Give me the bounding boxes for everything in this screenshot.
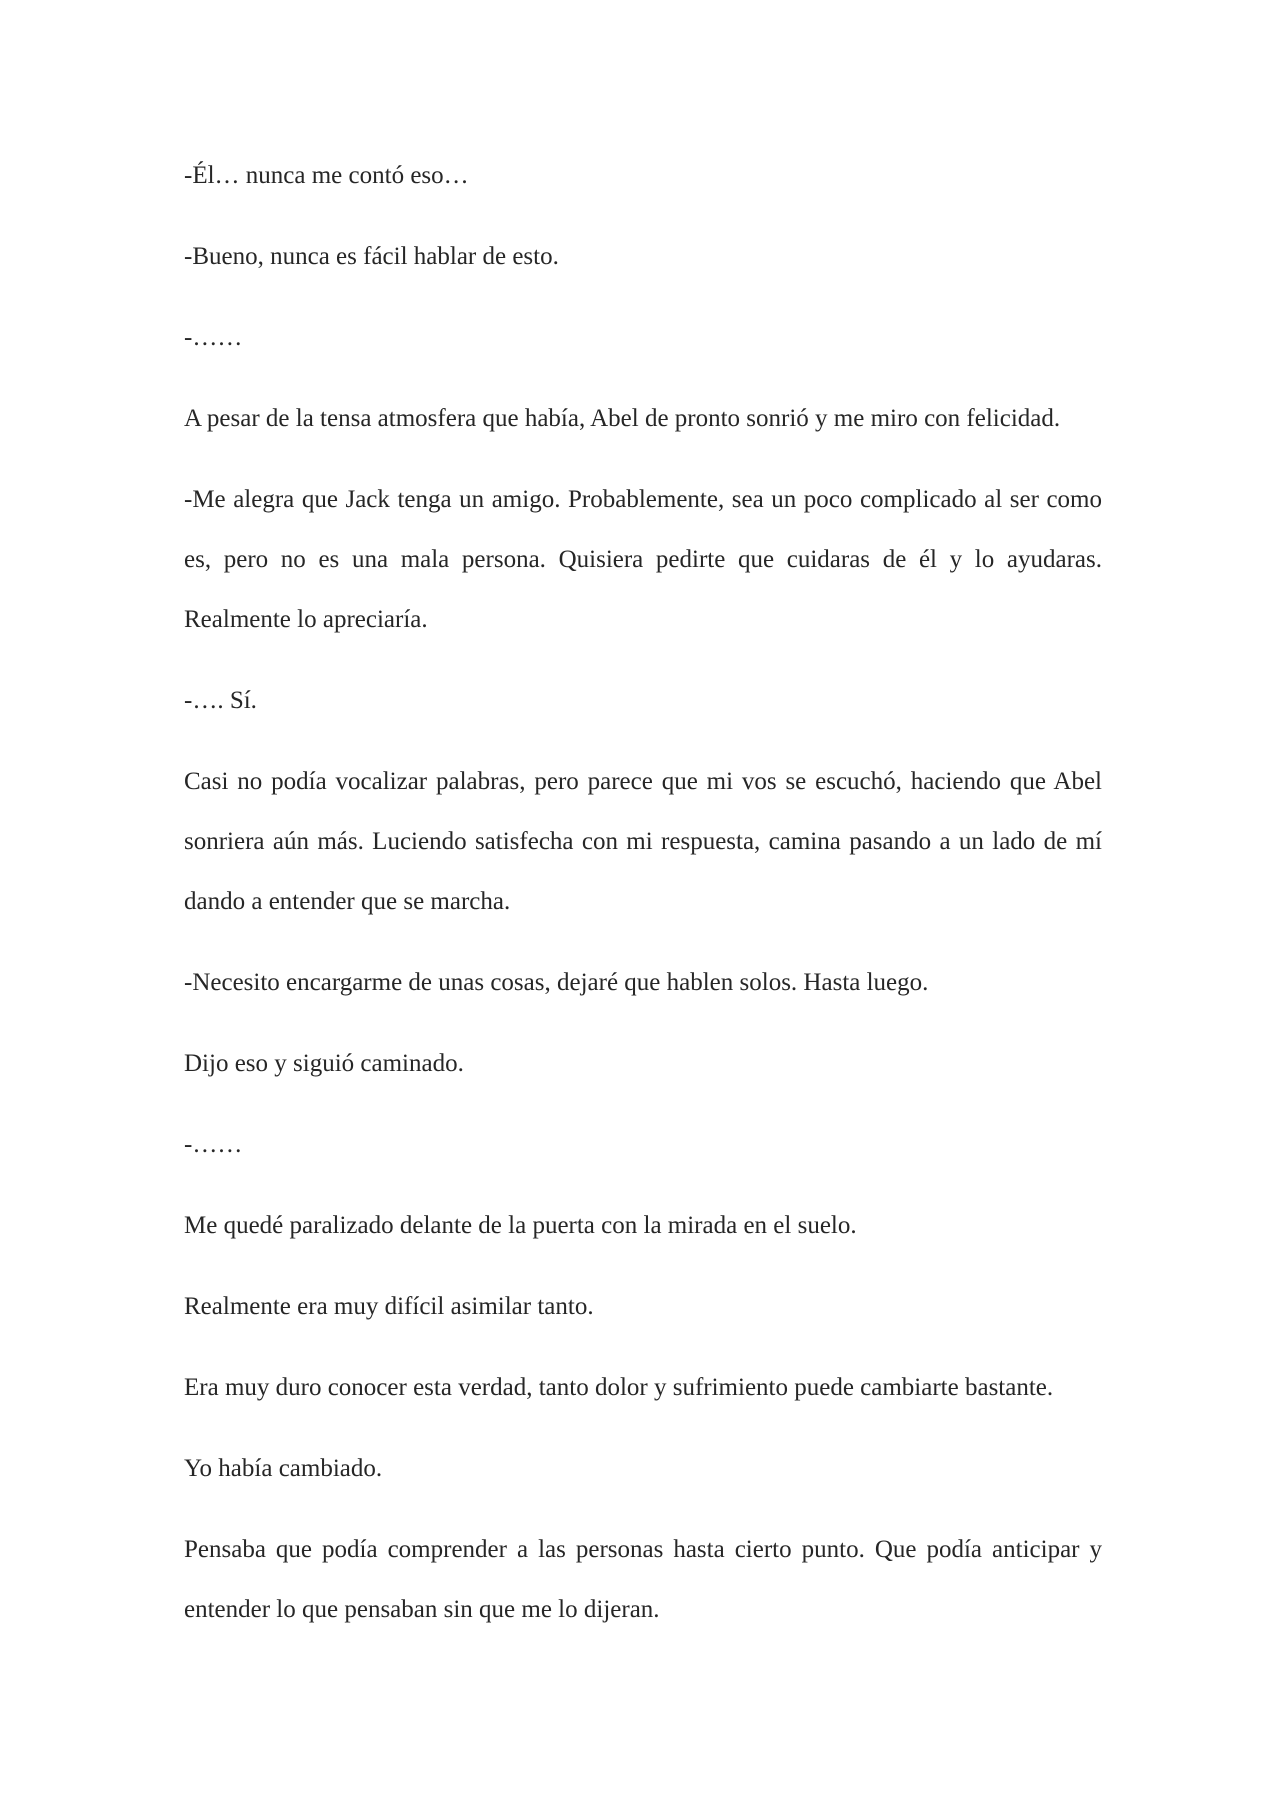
paragraph: -Necesito encargarme de unas cosas, dejaré que hablen solos. Hasta luego.: [184, 969, 929, 996]
document-body: [184, 146, 1102, 1661]
paragraph: -…. Sí.: [184, 687, 257, 714]
paragraph: -Él… nunca me contó eso…: [184, 162, 469, 189]
paragraph: Yo había cambiado.: [184, 1455, 383, 1482]
paragraph: -Bueno, nunca es fácil hablar de esto.: [184, 243, 559, 270]
paragraph: -……: [184, 1131, 243, 1158]
paragraph: Casi no podía vocalizar palabras, pero parece que mi vos se escuchó, haciendo que Abel sonriera aún más. Luciendo satisfecha con mi respuesta, camina pasando a un lado de mí dando a entender que se marcha.: [184, 768, 1102, 915]
paragraph: Era muy duro conocer esta verdad, tanto dolor y sufrimiento puede cambiarte bastante.: [184, 1374, 1054, 1401]
paragraph: Pensaba que podía comprender a las personas hasta cierto punto. Que podía anticipar y entender lo que pensaban sin que me lo dijeran.: [184, 1536, 1102, 1623]
paragraph: -……: [184, 324, 243, 351]
paragraph: Dijo eso y siguió caminado.: [184, 1050, 464, 1077]
paragraph: -Me alegra que Jack tenga un amigo. Probablemente, sea un poco complicado al ser como es, pero no es una mala persona. Quisiera pedirte que cuidaras de él y lo ayudaras. Realmente lo apreciaría.: [184, 486, 1102, 633]
paragraph: Me quedé paralizado delante de la puerta con la mirada en el suelo.: [184, 1212, 857, 1239]
paragraph: Realmente era muy difícil asimilar tanto.: [184, 1293, 594, 1320]
paragraph: A pesar de la tensa atmosfera que había, Abel de pronto sonrió y me miro con felicidad.: [184, 405, 1061, 432]
